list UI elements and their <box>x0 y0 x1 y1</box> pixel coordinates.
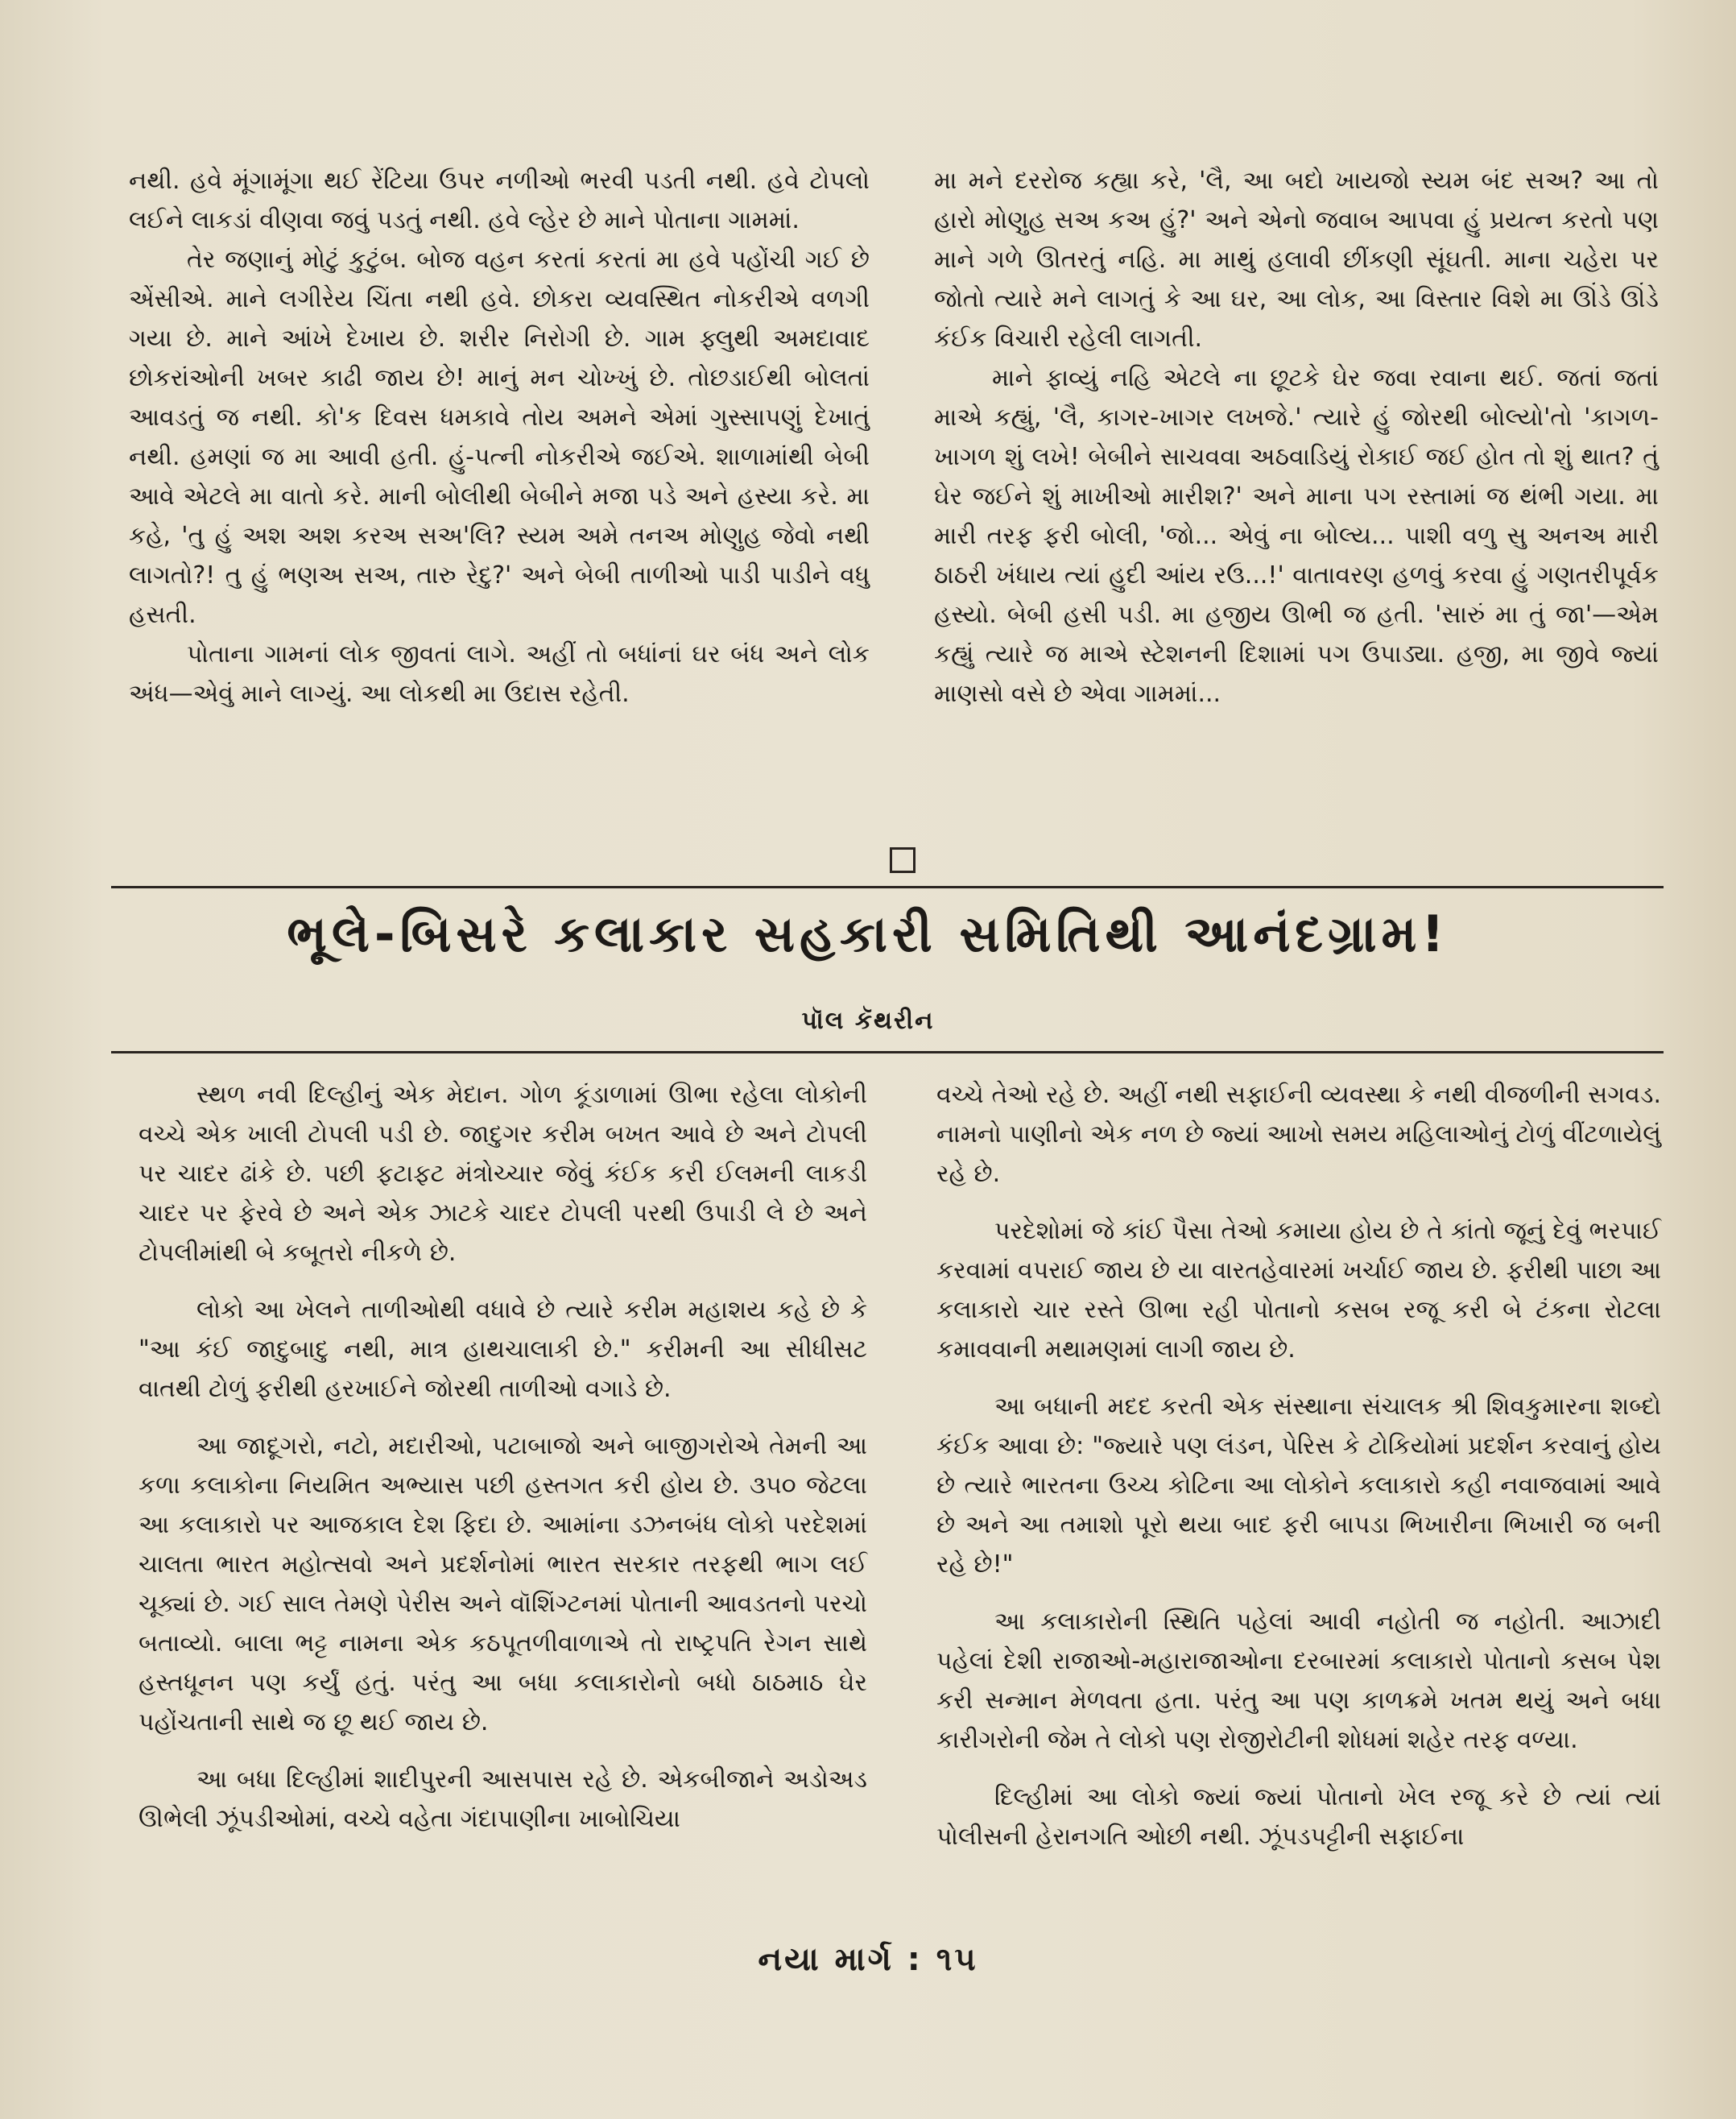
article-title: ભૂલે-બિસરે કલાકાર સહકારી સમિતિથી આનંદગ્રામ! <box>287 904 1449 963</box>
paragraph: આ બધાની મદદ કરતી એક સંસ્થાના સંચાલક શ્રી શિવકુમારના શબ્દો કંઈક આવા છે: "જ્યારે પણ લંડન, પેરિસ કે ટોકિયોમાં પ્રદર્શન કરવાનું હોય છે ત્યારે ભારતના ઉચ્ચ કોટિના આ લોકોને કલાકારો કહી નવાજવામાં આવે છે અને આ તમાશો પૂરો થયા બાદ ફરી બાપડા ભિખારીના ભિખારી જ બની રહે છે!" <box>936 1393 1661 1579</box>
prev-story-column-left <box>129 161 870 714</box>
paragraph: માને ફાવ્યું નહિ એટલે ના છૂટકે ઘેર જવા રવાના થઈ. જતાં જતાં માએ કહ્યું, 'લૈ, કાગર-ખાગર લખજે.' ત્યારે હું જોરથી બોલ્યો'તો 'કાગળ-ખાગળ શું લખે! બેબીને સાચવવા અઠવાડિયું રોકાઈ જઈ હોત તો શું થાત? તું ઘેર જઈને શું માખીઓ મારીશ?' અને માના પગ રસ્તામાં જ થંભી ગયા. મા મારી તરફ ફરી બોલી, 'જો... એવું ના બોલ્ય... પાશી વળુ સુ અનઅ મારી ઠાઠરી ખંધાય ત્યાં હુદી આંય રઉ...!' વાતાવરણ હળવું કરવા હું ગણતરીપૂર્વક હસ્યો. બેબી હસી પડી. મા હજીય ઊભી જ હતી. 'સારું મા તું જા'—એમ કહ્યું ત્યારે જ માએ સ્ટેશનની દિશામાં પગ ઉપાડ્યા. હજી, મા જીવે જ્યાં માણસો વસે છે એવા ગામમાં... <box>934 364 1659 708</box>
title-top-rule <box>111 886 1664 888</box>
title-bottom-rule <box>111 1051 1664 1053</box>
paragraph: લોકો આ ખેલને તાળીઓથી વધાવે છે ત્યારે કરીમ મહાશય કહે છે કે "આ કંઈ જાદુબાદુ નથી, માત્ર હાથચાલાકી છે." કરીમની આ સીધીસટ વાતથી ટોળું ફરીથી હરખાઈને જોરથી તાળીઓ વગાડે છે. <box>138 1296 867 1403</box>
paragraph: દિલ્હીમાં આ લોકો જ્યાં જ્યાં પોતાનો ખેલ રજૂ કરે છે ત્યાં ત્યાં પોલીસની હેરાનગતિ ઓછી નથી. ઝૂંપડપટ્ટીની સફાઈના <box>936 1783 1661 1851</box>
paragraph: નથી. હવે મૂંગામૂંગા થઈ રેંટિયા ઉપર નળીઓ ભરવી પડતી નથી. હવે ટોપલો લઈને લાકડાં વીણવા જવું પડતું નથી. હવે લ્હેર છે માને પોતાના ગામમાં. <box>129 167 870 234</box>
prev-story-column-right <box>934 161 1659 714</box>
paragraph: સ્થળ નવી દિલ્હીનું એક મેદાન. ગોળ કૂંડાળામાં ઊભા રહેલા લોકોની વચ્ચે એક ખાલી ટોપલી પડી છે. જાદુગર કરીમ બખત આવે છે અને ટોપલી પર ચાદર ઢાંકે છે. પછી ફટાફટ મંત્રોચ્ચાર જેવું કંઈક કરી ઈલમની લાકડી ચાદર પર ફેરવે છે અને એક ઝાટકે ચાદર ટોપલી પરથી ઉપાડી લે છે અને ટોપલીમાંથી બે કબૂતરો નીકળે છે. <box>138 1081 867 1267</box>
paragraph: પરદેશોમાં જે કાંઈ પૈસા તેઓ કમાયા હોય છે તે કાંતો જૂનું દેવું ભરપાઈ કરવામાં વપરાઈ જાય છે યા વારતહેવારમાં ખર્ચાઈ જાય છે. ફરીથી પાછા આ કલાકારો ચાર રસ્તે ઊભા રહી પોતાનો કસબ રજૂ કરી બે ટંકના રોટલા કમાવવાની મથામણમાં લાગી જાય છે. <box>936 1217 1661 1364</box>
paragraph: તેર જણાનું મોટું કુટુંબ. બોજ વહન કરતાં કરતાં મા હવે પહોંચી ગઈ છે એંસીએ. માને લગીરેય ચિંતા નથી હવે. છોકરા વ્યવસ્થિત નોકરીએ વળગી ગયા છે. માને આંખે દેખાય છે. શરીર નિરોગી છે. ગામ ફ્લુથી અમદાવાદ છોકરાંઓની ખબર કાઢી જાય છે! માનું મન ચોખ્ખું છે. તોછડાઈથી બોલતાં આવડતું જ નથી. કો'ક દિવસ ધમકાવે તોય અમને એમાં ગુસ્સાપણું દેખાતું નથી. હમણાં જ મા આવી હતી. હું-પત્ની નોકરીએ જઈએ. શાળામાંથી બેબી આવે એટલે મા વાતો કરે. માની બોલીથી બેબીને મજા પડે અને હસ્યા કરે. મા કહે, 'તુ હું અશ અશ કરઅ સઅ'લિ? સ્યમ અમે તનઅ મોણુહ જેવો નથી લાગતો?! તુ હું ભણઅ સઅ, તારુ રેદુ?' અને બેબી તાળીઓ પાડી પાડીને વધુ હસતી. <box>129 246 870 629</box>
page-footer: નયા માર્ગ : ૧૫ <box>758 1941 978 1978</box>
article-column-right <box>936 1075 1661 1856</box>
article-column-left <box>138 1075 867 1839</box>
paragraph: મા મને દરરોજ કહ્યા કરે, 'લૈ, આ બદો ખાયજો સ્યમ બંદ સઅ? આ તો હારો મોણુહ સઅ કઅ હું?' અને એનો જવાબ આપવા હું પ્રયત્ન કરતો પણ માને ગળે ઊતરતું નહિ. મા માથું હલાવી છીંકણી સૂંઘતી. માના ચહેરા પર જોતો ત્યારે મને લાગતું કે આ ઘર, આ લોક, આ વિસ્તાર વિશે મા ઊંડે ઊંડે કંઈક વિચારી રહેલી લાગતી. <box>934 167 1659 353</box>
story-end-marker <box>890 847 916 873</box>
paragraph: આ કલાકારોની સ્થિતિ પહેલાં આવી નહોતી જ નહોતી. આઝાદી પહેલાં દેશી રાજાઓ-મહારાજાઓના દરબારમાં કલાકારો પોતાનો કસબ પેશ કરી સન્માન મેળવતા હતા. પરંતુ આ પણ કાળક્રમે ખતમ થયું અને બધા કારીગરોની જેમ તે લોકો પણ રોજીરોટીની શોધમાં શહેર તરફ વળ્યા. <box>936 1608 1661 1754</box>
paragraph: આ જાદૂગરો, નટો, મદારીઓ, પટાબાજો અને બાજીગરોએ તેમની આ કળા કલાકોના નિયમિત અભ્યાસ પછી હસ્તગત કરી હોય છે. ૩૫૦ જેટલા આ કલાકારો પર આજકાલ દેશ ફિદા છે. આમાંના ડઝનબંધ લોકો પરદેશમાં ચાલતા ભારત મહોત્સવો અને પ્રદર્શનોમાં ભારત સરકાર તરફથી ભાગ લઈ ચૂક્યાં છે. ગઈ સાલ તેમણે પેરીસ અને વૉશિંગ્ટનમાં પોતાની આવડતનો પરચો બતાવ્યો. બાલા ભટ્ટ નામના એક કઠપૂતળીવાળાએ તો રાષ્ટ્રપતિ રેગન સાથે હસ્તધૂનન પણ કર્યું હતું. પરંતુ આ બધા કલાકારોનો બધો ઠાઠમાઠ ઘેર પહોંચતાની સાથે જ છૂ થઈ જાય છે. <box>138 1432 867 1736</box>
article-author: પૉલ કૅથરીન <box>801 1007 935 1035</box>
paragraph: આ બધા દિલ્હીમાં શાદીપુરની આસપાસ રહે છે. એકબીજાને અડોઅડ ઊભેલી ઝૂંપડીઓમાં, વચ્ચે વહેતા ગંદાપાણીના ખાબોચિયા <box>138 1765 867 1833</box>
paragraph: પોતાના ગામનાં લોક જીવતાં લાગે. અહીં તો બધાંનાં ઘર બંધ અને લોક અંધ—એવું માને લાગ્યું. આ લોકથી મા ઉદાસ રહેતી. <box>129 640 870 708</box>
paragraph: વચ્ચે તેઓ રહે છે. અહીં નથી સફાઈની વ્યવસ્થા કે નથી વીજળીની સગવડ. નામનો પાણીનો એક નળ છે જ્યાં આખો સમય મહિલાઓનું ટોળું વીંટળાયેલું રહે છે. <box>936 1081 1661 1188</box>
